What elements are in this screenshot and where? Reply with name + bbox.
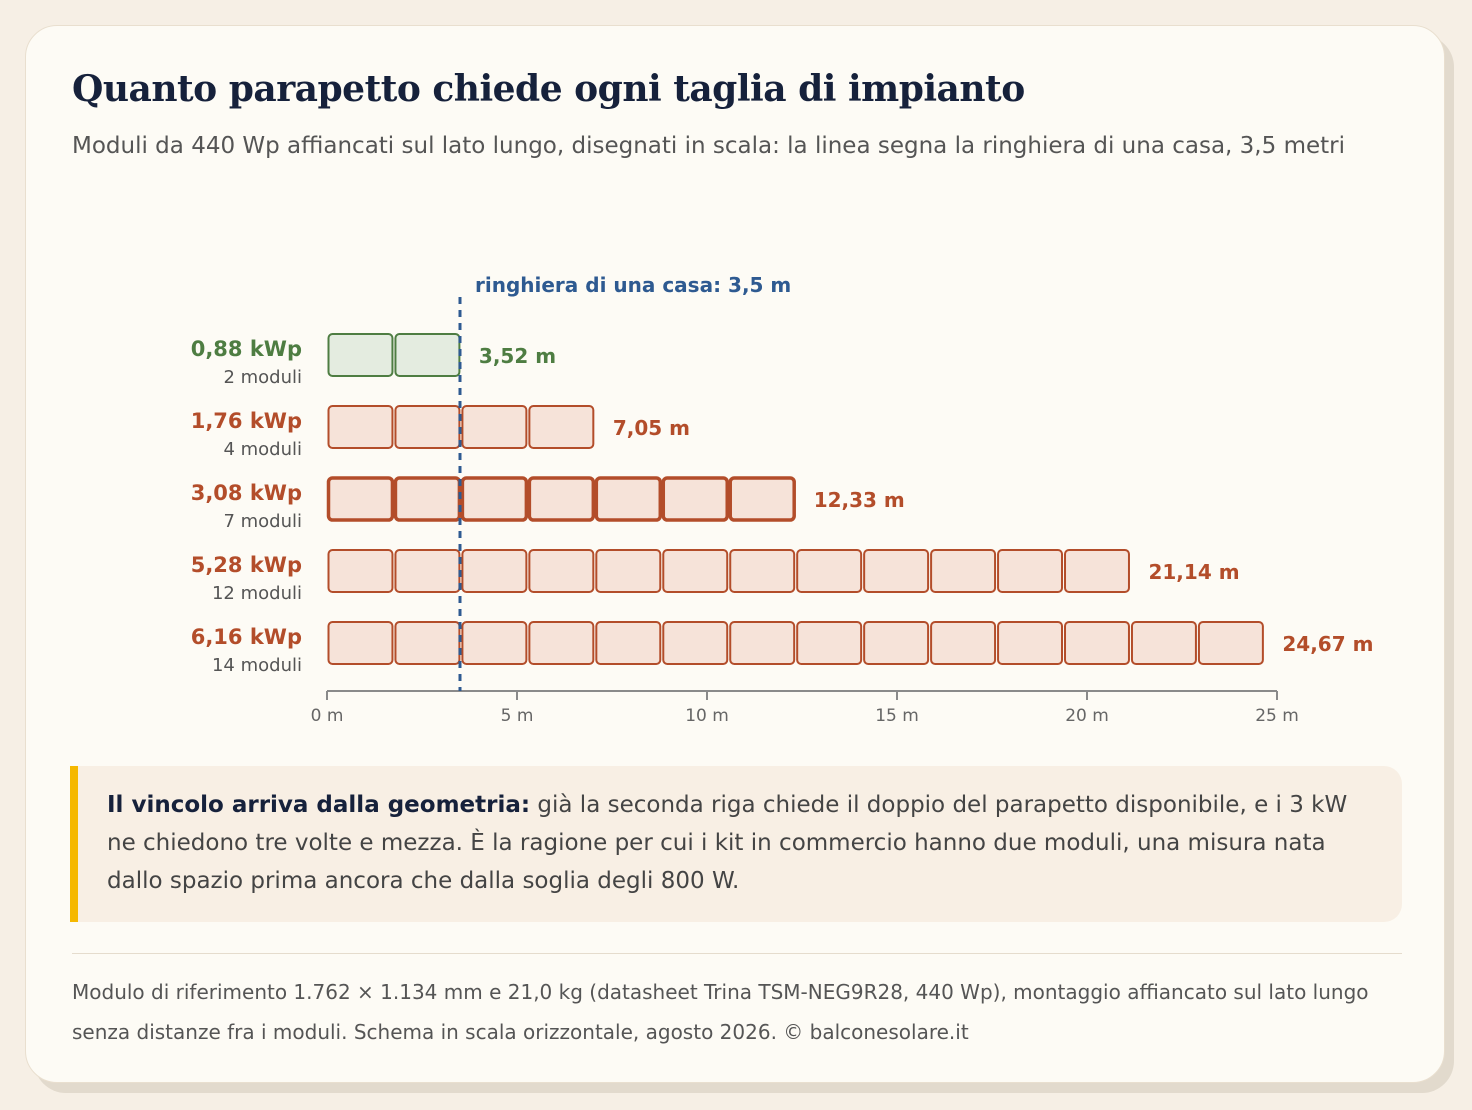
module-rect xyxy=(395,622,459,664)
module-length-chart xyxy=(26,26,1446,726)
callout-accent-bar xyxy=(70,766,78,922)
module-rect xyxy=(1132,622,1196,664)
module-rect xyxy=(730,478,794,520)
module-rect xyxy=(730,622,794,664)
module-rect xyxy=(864,550,928,592)
module-rect xyxy=(663,622,727,664)
module-rect xyxy=(730,550,794,592)
module-rect xyxy=(529,550,593,592)
module-rect xyxy=(663,550,727,592)
bar-length-label: 21,14 m xyxy=(1148,560,1240,584)
module-rect xyxy=(931,622,995,664)
module-rect xyxy=(596,622,660,664)
bar-label-modules: 2 moduli xyxy=(223,367,302,388)
bar-length-label: 7,05 m xyxy=(612,416,690,440)
bar-label-modules: 12 moduli xyxy=(211,583,302,604)
footer-divider xyxy=(72,953,1402,954)
module-rect xyxy=(998,550,1062,592)
module-rect xyxy=(395,334,459,376)
module-rect xyxy=(395,406,459,448)
bar-length-label: 12,33 m xyxy=(813,488,905,512)
bar-length-label: 3,52 m xyxy=(478,344,557,368)
bar-label-kwp: 6,16 kWp xyxy=(190,625,302,649)
callout-lead: Il vincolo arriva dalla geometria: xyxy=(107,792,531,818)
module-rect xyxy=(329,550,393,592)
chart-title: Quanto parapetto chiede ogni taglia di impianto xyxy=(72,68,1025,110)
bar-label-modules: 4 moduli xyxy=(223,439,302,460)
x-axis-tick-label: 25 m xyxy=(1255,706,1299,726)
module-rect xyxy=(395,550,459,592)
module-rect xyxy=(329,622,393,664)
module-rect xyxy=(1065,550,1129,592)
module-rect xyxy=(864,622,928,664)
module-rect xyxy=(329,406,393,448)
module-rect xyxy=(329,334,393,376)
x-axis-tick-label: 0 m xyxy=(310,706,344,726)
module-rect xyxy=(998,622,1062,664)
module-rect xyxy=(596,478,660,520)
x-axis-tick-label: 15 m xyxy=(875,706,919,726)
callout-text xyxy=(107,786,1376,900)
module-rect xyxy=(797,550,861,592)
module-rect xyxy=(1065,622,1129,664)
module-rect xyxy=(529,478,593,520)
bar-label-modules: 7 moduli xyxy=(223,511,302,532)
bar-label-kwp: 5,28 kWp xyxy=(190,553,302,577)
module-rect xyxy=(596,550,660,592)
module-rect xyxy=(462,478,526,520)
chart-card xyxy=(25,25,1445,1083)
callout-body: già la seconda riga chiede il doppio del parapetto disponibile, e i 3 kW ne chiedono tre volte e mezza. È la ragione per cui i kit in commercio hanno due moduli, una misura nata dallo spazio prima ancora che dalla soglia degli 800 W. xyxy=(107,792,1348,894)
footer-note: Modulo di riferimento 1.762 × 1.134 mm e 21,0 kg (datasheet Trina TSM-NEG9R28, 440 Wp), montaggio affiancato sul lato lungo senza distanze fra i moduli. Schema in scala orizzontale, agosto 2026. © balconesolare.it xyxy=(72,980,1369,1044)
module-rect xyxy=(931,550,995,592)
x-axis-tick-label: 10 m xyxy=(685,706,729,726)
module-rect xyxy=(797,622,861,664)
module-rect xyxy=(462,550,526,592)
chart-subtitle: Moduli da 440 Wp affiancati sul lato lungo, disegnati in scala: la linea segna la ringhiera di una casa, 3,5 metri xyxy=(72,133,1345,159)
module-rect xyxy=(462,622,526,664)
callout-box xyxy=(70,766,1402,922)
x-axis-tick-label: 20 m xyxy=(1065,706,1109,726)
module-rect xyxy=(529,622,593,664)
bar-label-kwp: 1,76 kWp xyxy=(190,409,302,433)
bar-length-label: 24,67 m xyxy=(1282,632,1374,656)
bar-label-kwp: 3,08 kWp xyxy=(190,481,302,505)
module-rect xyxy=(462,406,526,448)
module-rect xyxy=(529,406,593,448)
module-rect xyxy=(663,478,727,520)
module-rect xyxy=(1199,622,1263,664)
module-rect xyxy=(329,478,393,520)
bar-label-kwp: 0,88 kWp xyxy=(190,337,302,361)
module-rect xyxy=(395,478,459,520)
bar-label-modules: 14 moduli xyxy=(211,655,302,676)
x-axis-tick-label: 5 m xyxy=(500,706,534,726)
reference-line-label: ringhiera di una casa: 3,5 m xyxy=(475,273,792,297)
